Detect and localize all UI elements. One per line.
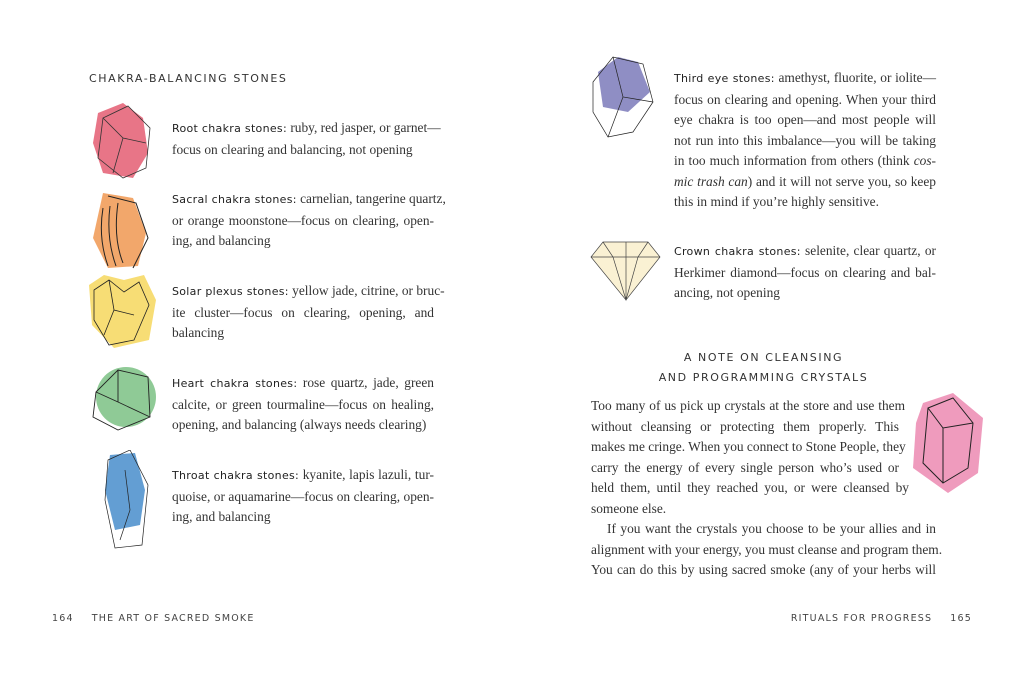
sacral-chakra-gem-illustration: [88, 188, 153, 273]
third-eye-entry: Third eye stones: amethyst, fluorite, or iolite— focus on clearing and opening. When your third eye chakra is too open—and most people will not run into this imbalance—you will be taking in too much information from others (think cos- mic trash can) and it will not serve you, so keep this in mind if you’re highly sensitive.: [674, 70, 936, 209]
sacral-chakra-entry: Sacral chakra stones: carnelian, tangerine quartz, or orange moonstone—focus on clearing, open- ing, and balancing: [172, 191, 446, 248]
solar-plexus-entry: Solar plexus stones: yellow jade, citrine, or bruc- ite cluster—focus on clearing, opening, and balancing: [172, 283, 445, 340]
root-chakra-entry: Root chakra stones: ruby, red jasper, or garnet— focus on clearing and balancing, not opening: [172, 120, 441, 157]
heart-chakra-gem-illustration: [88, 362, 158, 437]
footer-right: RITUALS FOR PROGRESS 165: [790, 613, 972, 624]
heart-chakra-entry: Heart chakra stones: rose quartz, jade, green calcite, or green tourmaline—focus on healing, opening, and balancing (always needs clearing): [172, 375, 434, 432]
crown-chakra-entry: Crown chakra stones: selenite, clear quartz, or Herkimer diamond—focus on clearing and bal- ancing, not opening: [674, 243, 936, 300]
solar-plexus-gem-illustration: [84, 270, 159, 350]
cleansing-section-heading: A NOTE ON CLEANSING AND PROGRAMMING CRYSTALS: [658, 351, 869, 384]
section-heading-chakra-stones: CHAKRA-BALANCING STONES: [89, 72, 288, 85]
third-eye-gem-illustration: [588, 52, 658, 142]
cleansing-body-text: Too many of us pick up crystals at the store and use them without cleansing or protecting them properly. This makes me cringe. When you connect to Stone People, they carry the energy of every single person who’s used or held them, until they reached you, or were cleansed by someone else. If you want the crystals you choose to be your allies and in alignment with your energy, you must cleanse and program them. You can do this by using sacred smoke (any of your herbs will: [591, 398, 943, 577]
crown-gem-illustration: [588, 232, 663, 302]
throat-chakra-gem-illustration: [100, 450, 155, 550]
root-chakra-gem-illustration: [88, 98, 158, 183]
footer-left: 164 THE ART OF SACRED SMOKE: [52, 613, 255, 624]
throat-chakra-entry: Throat chakra stones: kyanite, lapis lazuli, tur- quoise, or aquamarine—focus on clearing, open- ing, and balancing: [172, 467, 434, 524]
